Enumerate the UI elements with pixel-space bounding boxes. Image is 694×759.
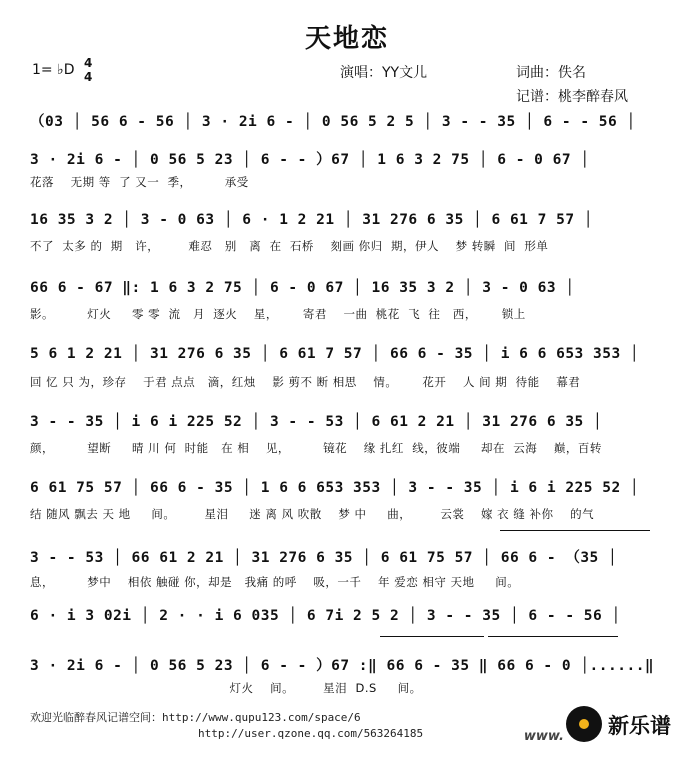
lyricist-credit: 词曲：佚名 xyxy=(516,65,586,81)
logo-text: 新乐谱 xyxy=(608,714,671,738)
volta-bracket-3 xyxy=(488,636,618,637)
score-row-7-notes: 6 61 75 57 │ 66 6 - 35 │ 1 6 6 653 353 │ 3 - - 35 │ i 6 i 225 52 │ xyxy=(30,480,640,496)
score-row-9-notes: 6 · i 3 02i │ 2 · · i 6 035 │ 6 7i 2 5 2 │ 3 - - 35 │ 6 - - 56 │ xyxy=(30,608,621,624)
score-row-7-lyrics: 结 随风 飘去 天 地 间。 星泪 迷 离 风 吹散 梦 中 曲， 云裳 嫁 衣 缝 补你 的气 xyxy=(30,507,595,521)
key-signature: 1= ♭D xyxy=(32,62,75,78)
volta-bracket-2 xyxy=(380,636,484,637)
time-signature-top: 4 xyxy=(84,56,93,70)
score-row-3-lyrics: 不了 太多 的 期 许， 难忍 别 离 在 石桥 刻画 你归 期，伊人 梦 转瞬 间 形单 xyxy=(30,239,549,253)
score-row-8-notes: 3 - - 53 │ 66 61 2 21 │ 31 276 6 35 │ 6 61 75 57 │ 66 6 - （35 │ xyxy=(30,550,618,566)
site-logo xyxy=(562,702,688,746)
score-row-6-lyrics: 颜， 望断 晴 川 何 时能 在 相 见， 镜花 缘 扎红 线，彼端 却在 云海 巅，百转 xyxy=(30,441,602,455)
score-row-10-notes: 3 · 2i 6 - │ 0 56 5 23 │ 6 - - ）67 :‖ 66 6 - 35 ‖ 66 6 - 0 │......‖ xyxy=(30,658,655,674)
score-row-10-lyrics: 灯火 间。 星泪 D.S 间。 xyxy=(30,681,422,695)
score-row-6-notes: 3 - - 35 │ i 6 i 225 52 │ 3 - - 53 │ 6 61 2 21 │ 31 276 6 35 │ xyxy=(30,414,603,430)
score-row-3-notes: 16 35 3 2 │ 3 - 0 63 │ 6 · 1 2 21 │ 31 276 6 35 │ 6 61 7 57 │ xyxy=(30,212,594,228)
singer-credit: 演唱：YY文儿 xyxy=(340,65,428,81)
score-row-2-lyrics: 花落 无期 等 了 又一 季， 承受 xyxy=(30,175,249,189)
time-signature-bottom: 4 xyxy=(84,70,93,84)
transcriber-credit: 记谱：桃李醉春风 xyxy=(516,89,628,105)
score-row-4-lyrics: 影。 灯火 零 零 流 月 逐火 星， 寄君 一曲 桃花 飞 往 西， 锁上 xyxy=(30,307,526,321)
score-row-8-lyrics: 息， 梦中 相依 触碰 你，却是 我痛 的呼 吸，一千 年 爱恋 相守 天地 间。 xyxy=(30,575,520,589)
record-disc-icon xyxy=(566,706,602,742)
watermark-text: www. xyxy=(523,729,564,744)
score-row-4-notes: 66 6 - 67 ‖: 1 6 3 2 75 │ 6 - 0 67 │ 16 35 3 2 │ 3 - 0 63 │ xyxy=(30,280,575,296)
footer-line-2: http://user.qzone.qq.com/563264185 xyxy=(198,727,424,740)
footer-line-1: 欢迎光临醉春风记谱空间：http://www.qupu123.com/space/6 xyxy=(30,711,361,724)
score-row-2-notes: 3 · 2i 6 - │ 0 56 5 23 │ 6 - - ）67 │ 1 6 3 2 75 │ 6 - 0 67 │ xyxy=(30,152,590,168)
score-row-1-notes: （03 │ 56 6 - 56 │ 3 · 2i 6 - │ 0 56 5 2 5 │ 3 - - 35 │ 6 - - 56 │ xyxy=(30,114,636,130)
song-title: 天地恋 xyxy=(304,24,389,54)
volta-bracket-1 xyxy=(500,530,650,531)
score-row-5-lyrics: 回 忆 只 为，珍存 于君 点点 滴，红烛 影 剪不 断 相思 情。 花开 人 间 期 待能 幕君 xyxy=(30,375,581,389)
score-row-5-notes: 5 6 1 2 21 │ 31 276 6 35 │ 6 61 7 57 │ 66 6 - 35 │ i 6 6 653 353 │ xyxy=(30,346,640,362)
